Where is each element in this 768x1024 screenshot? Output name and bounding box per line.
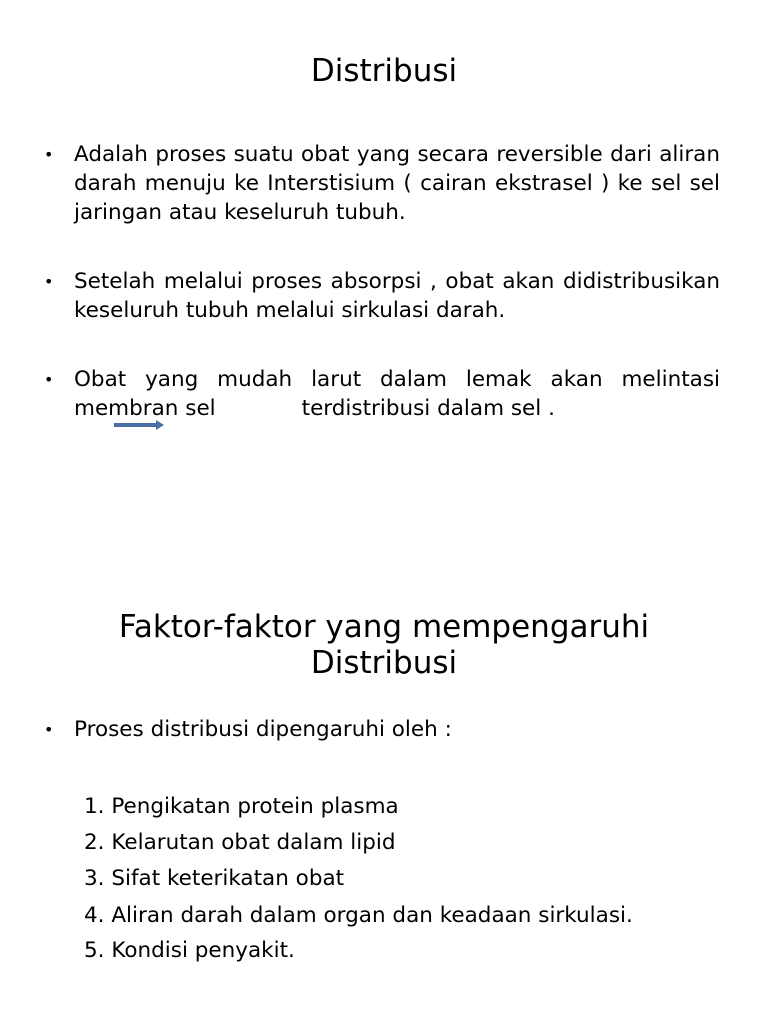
factor-list [46, 789, 720, 969]
factor-item: 2. Kelarutan obat dalam lipid [84, 830, 396, 855]
bullet-text: Adalah proses suatu obat yang secara reversible dari aliran darah menuju ke Interstisium ( cairan ekstrasel ) ke sel sel jaringan atau keseluruh tubuh. [74, 142, 720, 225]
slide-title [0, 609, 768, 681]
bullet-text-line [74, 394, 720, 423]
bullet-item [44, 365, 720, 423]
bullet-item [44, 715, 720, 744]
factor-item: 3. Sifat keterikatan obat [84, 866, 345, 891]
slide-faktor-distribusi [0, 512, 768, 1024]
bullet-item [44, 267, 720, 325]
slide-title: Distribusi [310, 53, 458, 89]
bullet-list [44, 140, 720, 423]
factor-item: 5. Kondisi penyakit. [84, 938, 295, 963]
bullet-dot-icon: • [44, 370, 54, 389]
slide-title-line: Distribusi [310, 645, 458, 681]
right-arrow-icon [114, 420, 164, 430]
factor-item: 4. Aliran darah dalam organ dan keadaan sirkulasi. [84, 903, 633, 928]
bullet-text-part: membran sel [74, 396, 216, 421]
bullet-dot-icon: • [44, 272, 54, 291]
bullet-dot-icon: • [44, 720, 54, 739]
slide-title-line: Faktor-faktor yang mempengaruhi [118, 609, 650, 645]
bullet-text-part: terdistribusi dalam sel . [301, 396, 555, 421]
bullet-text-line: Obat yang mudah larut dalam lemak akan melintasi [74, 367, 720, 392]
bullet-dot-icon: • [44, 145, 54, 164]
factor-item: 1. Pengikatan protein plasma [84, 794, 399, 819]
bullet-text: Proses distribusi dipengaruhi oleh : [74, 717, 452, 742]
bullet-item [44, 140, 720, 227]
bullet-text: Setelah melalui proses absorpsi , obat akan didistribusikan keseluruh tubuh melalui sirkulasi darah. [74, 269, 720, 323]
bullet-list [44, 715, 720, 744]
